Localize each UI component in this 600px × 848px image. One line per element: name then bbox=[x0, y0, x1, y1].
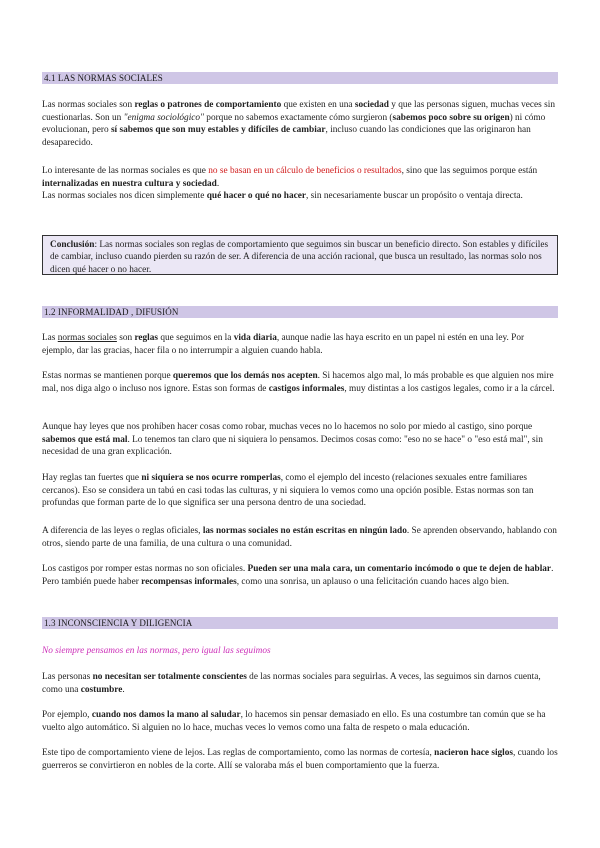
paragraph: Las normas sociales son reglas o patrones de comportamiento que existen en una sociedad y que las personas siguen, muchas veces sin cuestionarlas. Son un "enigma sociológico" porque no sabemos exactamente cómo surgieron (sabemos poco sobre su origen) ni cómo evolucionan, pero sí sabemos que son muy estables y difíciles de cambiar, incluso cuando las condiciones que las originaron han desaparecido. bbox=[42, 100, 555, 148]
section-subtitle: No siempre pensamos en las normas, pero igual las seguimos bbox=[42, 646, 271, 656]
section-heading-1-3: 1.3 INCONSCIENCIA Y DILIGENCIA bbox=[42, 617, 558, 629]
section-heading-1-2: 1.2 INFORMALIDAD , DIFUSIÓN bbox=[42, 306, 558, 318]
section-heading-4-1: 4.1 LAS NORMAS SOCIALES bbox=[42, 72, 558, 84]
conclusion-box: Conclusión: Las normas sociales son reglas de comportamiento que seguimos sin buscar un beneficio directo. Son estables y difíciles de cambiar, incluso cuando pierden su razón de ser. A diferencia de una acción racional, que busca un resultado, las normas solo nos dicen qué hacer o no hacer. bbox=[42, 235, 558, 275]
paragraph: Los castigos por romper estas normas no son oficiales. Pueden ser una mala cara, un comentario incómodo o que te dejen de hablar. Pero también puede haber recompensas informales, como una sonrisa, un aplauso o una felicitación cuando haces algo bien. bbox=[42, 564, 554, 587]
paragraph: Este tipo de comportamiento viene de lejos. Las reglas de comportamiento, como las normas de cortesía, nacieron hace siglos, cuando los guerreros se convirtieron en nobles de la corte. Allí se valoraba más el buen comportamiento que la fuerza. bbox=[42, 748, 558, 771]
paragraph: Las normas sociales son reglas que seguimos en la vida diaria, aunque nadie las haya escrito en un papel ni estén en una ley. Por ejemplo, dar las gracias, hacer fila o no interrumpir a alguien cuando habla. bbox=[42, 333, 525, 356]
paragraph: A diferencia de las leyes o reglas oficiales, las normas sociales no están escritas en ningún lado. Se aprenden observando, hablando con otros, siendo parte de una familia, de una cultura o una comunidad. bbox=[42, 526, 557, 549]
paragraph: Aunque hay leyes que nos prohíben hacer cosas como robar, muchas veces no lo hacemos no solo por miedo al castigo, sino porque sabemos que está mal. Lo tenemos tan claro que ni siquiera lo pensamos. Decimos cosas como: "eso no se hace" o "eso está mal", sin necesidad de una gran explicación. bbox=[42, 422, 543, 458]
paragraph: Por ejemplo, cuando nos damos la mano al saludar, lo hacemos sin pensar demasiado en ello. Es una costumbre tan común que se ha vuelto algo automático. Si alguien no lo hace, muchas veces lo vemos como una falta de respeto o mala educación. bbox=[42, 710, 546, 733]
paragraph: Las personas no necesitan ser totalmente conscientes de las normas sociales para seguirlas. A veces, las seguimos sin darnos cuenta, como una costumbre. bbox=[42, 672, 541, 695]
paragraph: Estas normas se mantienen porque queremos que los demás nos acepten. Si hacemos algo mal, lo más probable es que alguien nos mire mal, nos diga algo o incluso nos ignore. Estas son formas de castigos informales, muy distintas a los castigos legales, como ir a la cárcel. bbox=[42, 371, 555, 394]
paragraph: Hay reglas tan fuertes que ni siquiera se nos ocurre romperlas, como el ejemplo del incesto (relaciones sexuales entre familiares cercanos). Eso se considera un tabú en casi todas las culturas, y ni siquiera lo vemos como una opción posible. Estas normas son tan profundas que forman parte de lo que significa ser una persona dentro de una sociedad. bbox=[42, 473, 534, 509]
paragraph: Lo interesante de las normas sociales es que no se basan en un cálculo de beneficios o resultados, sino que las seguimos porque están internalizadas en nuestra cultura y sociedad. Las normas sociales nos dicen simplemente qué hacer o qué no hacer, sin necesariamente buscar un propósito o ventaja directa. bbox=[42, 166, 538, 202]
